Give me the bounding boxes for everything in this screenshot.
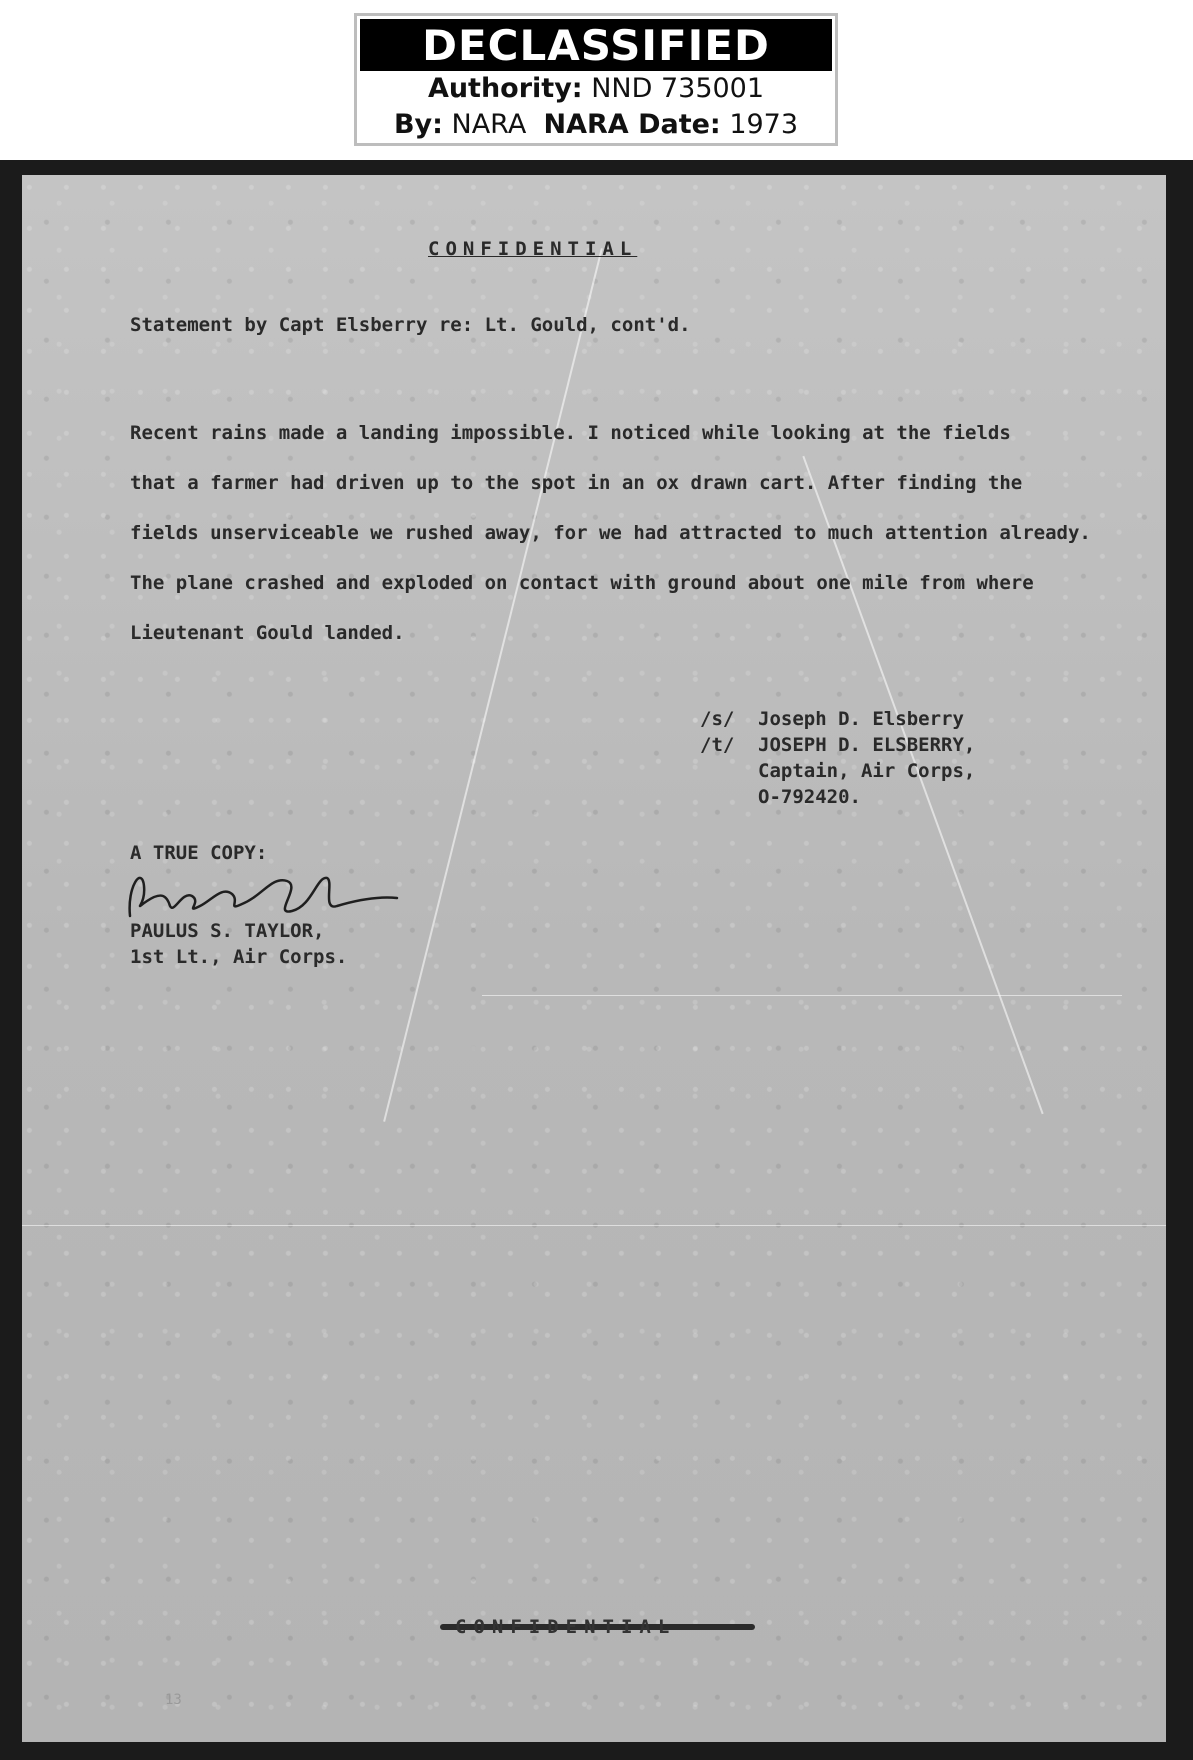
signature-block (700, 706, 975, 810)
declassified-stamp (354, 13, 838, 146)
signer-signed-name: Joseph D. Elsberry (758, 708, 964, 730)
body-line: Lieutenant Gould landed. (130, 622, 405, 644)
stamp-by-line (357, 107, 835, 143)
signer-serial: O-792420. (758, 786, 861, 808)
signed-mark: /s/ (700, 708, 735, 730)
page-number: 13 (165, 1692, 182, 1708)
film-scratch (482, 995, 1122, 996)
stamp-authority-label: Authority: (427, 73, 583, 104)
confidential-heading: CONFIDENTIAL (428, 238, 638, 260)
stamp-date-label: NARA Date: (543, 109, 721, 140)
certifier-name: PAULUS S. TAYLOR, (130, 920, 325, 942)
stamp-by-value: NARA (451, 109, 527, 140)
stamp-authority-line (357, 71, 835, 107)
signer-typed-name: JOSEPH D. ELSBERRY, (758, 734, 976, 756)
document-subject: Statement by Capt Elsberry re: Lt. Gould, cont'd. (130, 314, 691, 336)
stamp-date-value: 1973 (729, 109, 799, 140)
body-line: The plane crashed and exploded on contact with ground about one mile from where (130, 572, 1034, 594)
stamp-by-label: By: (393, 109, 443, 140)
film-scratch (22, 1225, 1166, 1226)
statement-paragraph (130, 408, 1140, 658)
film-scratch (383, 248, 603, 1122)
stamp-authority-value: NND 735001 (591, 73, 765, 104)
true-copy-label: A TRUE COPY: (130, 842, 268, 864)
body-line: that a farmer had driven up to the spot in an ox drawn cart. After finding the (130, 472, 1023, 494)
body-line: fields unserviceable we rushed away, for we had attracted to much attention already. (130, 522, 1091, 544)
typed-mark: /t/ (700, 734, 735, 756)
confidential-footer: CONFIDENTIAL (455, 1616, 677, 1638)
body-line: Recent rains made a landing impossible. I noticed while looking at the fields (130, 422, 1011, 444)
handwritten-signature (122, 856, 402, 936)
signer-rank: Captain, Air Corps, (758, 760, 976, 782)
stamp-title: DECLASSIFIED (360, 19, 832, 71)
certifier-rank: 1st Lt., Air Corps. (130, 946, 348, 968)
